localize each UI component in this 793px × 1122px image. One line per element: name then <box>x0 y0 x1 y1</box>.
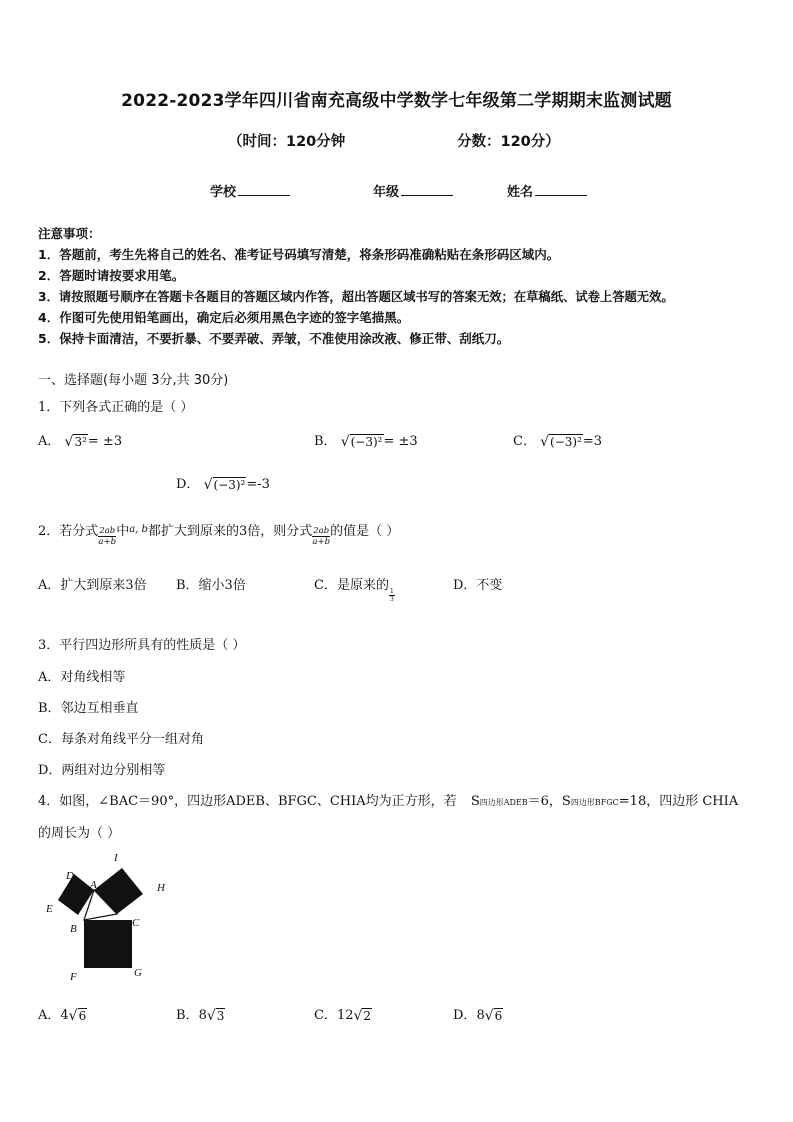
question-3-stem: 3．平行四边形所具有的性质是（ ） <box>38 638 246 653</box>
label-g: G <box>134 967 142 979</box>
label-a: A <box>90 879 97 891</box>
question-4-stem: 4．如图，∠BAC＝90°，四边形ADEB、BFGC、CHIA均为正方形，若 S四边形ADEB＝6，S四边形BFGC=18，四边形 CHIA <box>38 794 739 809</box>
q4-option-a[interactable]: A．4 √ 6 <box>38 1008 87 1024</box>
section-heading: 一、选择题(每小题 3分,共 30分) <box>38 373 229 388</box>
name-label: 姓名 <box>507 185 534 200</box>
exam-time: （时间：120分钟 <box>228 134 346 150</box>
fraction: $\frac{2ab}{a+b}$ <box>312 526 331 547</box>
label-d: D <box>66 870 74 882</box>
label-h: H <box>157 882 165 894</box>
notice-item: 3．请按照题号顺序在答题卡各题目的答题区域内作答，超出答题区域书写的答案无效；在草稿纸、试卷上答题无效。 <box>38 290 674 304</box>
notice-item: 4．作图可先使用铅笔画出，确定后必须用黑色字迹的签字笔描黑。 <box>38 310 410 325</box>
sqrt-expression: √ (−3)² <box>340 434 383 450</box>
name-blank[interactable] <box>535 183 587 196</box>
notice-item: 5．保持卡面清洁，不要折暴、不要弄破、弄皱，不准使用涂改液、修正带、刮纸刀。 <box>38 331 510 346</box>
grade-field[interactable] <box>373 181 453 200</box>
squares-figure <box>44 848 184 988</box>
notice-item: 2．答题时请按要求用笔。 <box>38 268 185 283</box>
question-2-stem: 2．若分式 $\frac{2ab}{a+b}$ 中 a, b 都扩大到原来的3倍，则分式 $\frac{2ab}{a+b}$ 的值是（ ） <box>38 524 400 547</box>
sqrt-expression: √ 3 <box>206 1008 225 1024</box>
question-4-stem-line2: 的周长为（ ） <box>38 826 121 841</box>
q4-option-b[interactable]: B．8 √ 3 <box>176 1008 225 1024</box>
grade-blank[interactable] <box>401 183 453 196</box>
notice-heading: 注意事项： <box>38 226 101 241</box>
q2-option-b[interactable]: B．缩小3倍 <box>176 578 246 593</box>
sqrt-expression: √ 2 <box>353 1008 372 1024</box>
exam-score: 分数：120分） <box>457 134 560 150</box>
page-title: 2022-2023学年四川省南充高级中学数学七年级第二学期期末监测试题 <box>121 91 672 111</box>
name-field[interactable] <box>507 181 587 200</box>
square-bfgc <box>84 920 132 968</box>
label-i: I <box>114 852 118 864</box>
sqrt-expression: √ (−3)² <box>203 477 246 493</box>
sqrt-expression: √ (−3)² <box>540 434 582 450</box>
grade-label: 年级 <box>373 185 400 200</box>
sqrt-expression: √ 3² <box>64 434 87 450</box>
school-blank[interactable] <box>238 183 290 196</box>
q1-option-b[interactable]: B． √ (−3)² = ±3 <box>314 434 418 450</box>
q1-option-a[interactable]: A． √ 3² = ±3 <box>38 434 123 450</box>
fraction: $\frac{2ab}{a+b}$ <box>98 526 117 547</box>
school-label: 学校 <box>210 185 237 200</box>
sqrt-expression: √ 6 <box>484 1008 503 1024</box>
q1-option-c[interactable]: C． √ (−3)² =3 <box>513 434 603 450</box>
fraction: $\frac{1}{3}$ <box>389 588 394 603</box>
label-e: E <box>46 903 53 915</box>
q3-option-c[interactable]: C．每条对角线平分一组对角 <box>38 732 204 747</box>
q2-option-c[interactable]: C．是原来的 $\frac{1}{3}$ <box>314 578 394 603</box>
school-field[interactable] <box>210 181 290 200</box>
notice-item: 1．答题前，考生先将自己的姓名、准考证号码填写清楚，将条形码准确粘贴在条形码区域内。 <box>38 247 560 262</box>
label-b: B <box>70 923 77 935</box>
q4-option-c[interactable]: C．12 √ 2 <box>314 1008 372 1024</box>
q3-option-b[interactable]: B．邻边互相垂直 <box>38 701 139 716</box>
q2-option-d[interactable]: D．不变 <box>453 578 503 593</box>
label-f: F <box>70 971 77 983</box>
q4-option-d[interactable]: D．8 √ 6 <box>453 1008 503 1024</box>
q3-option-d[interactable]: D．两组对边分别相等 <box>38 763 166 778</box>
q2-option-a[interactable]: A．扩大到原来3倍 <box>38 578 147 593</box>
question-1-stem: 1．下列各式正确的是（ ） <box>38 400 194 415</box>
sqrt-expression: √ 6 <box>68 1008 87 1024</box>
q3-option-a[interactable]: A．对角线相等 <box>38 670 126 685</box>
label-c: C <box>132 917 140 929</box>
q1-option-d[interactable]: D． √ (−3)² =-3 <box>176 477 270 493</box>
